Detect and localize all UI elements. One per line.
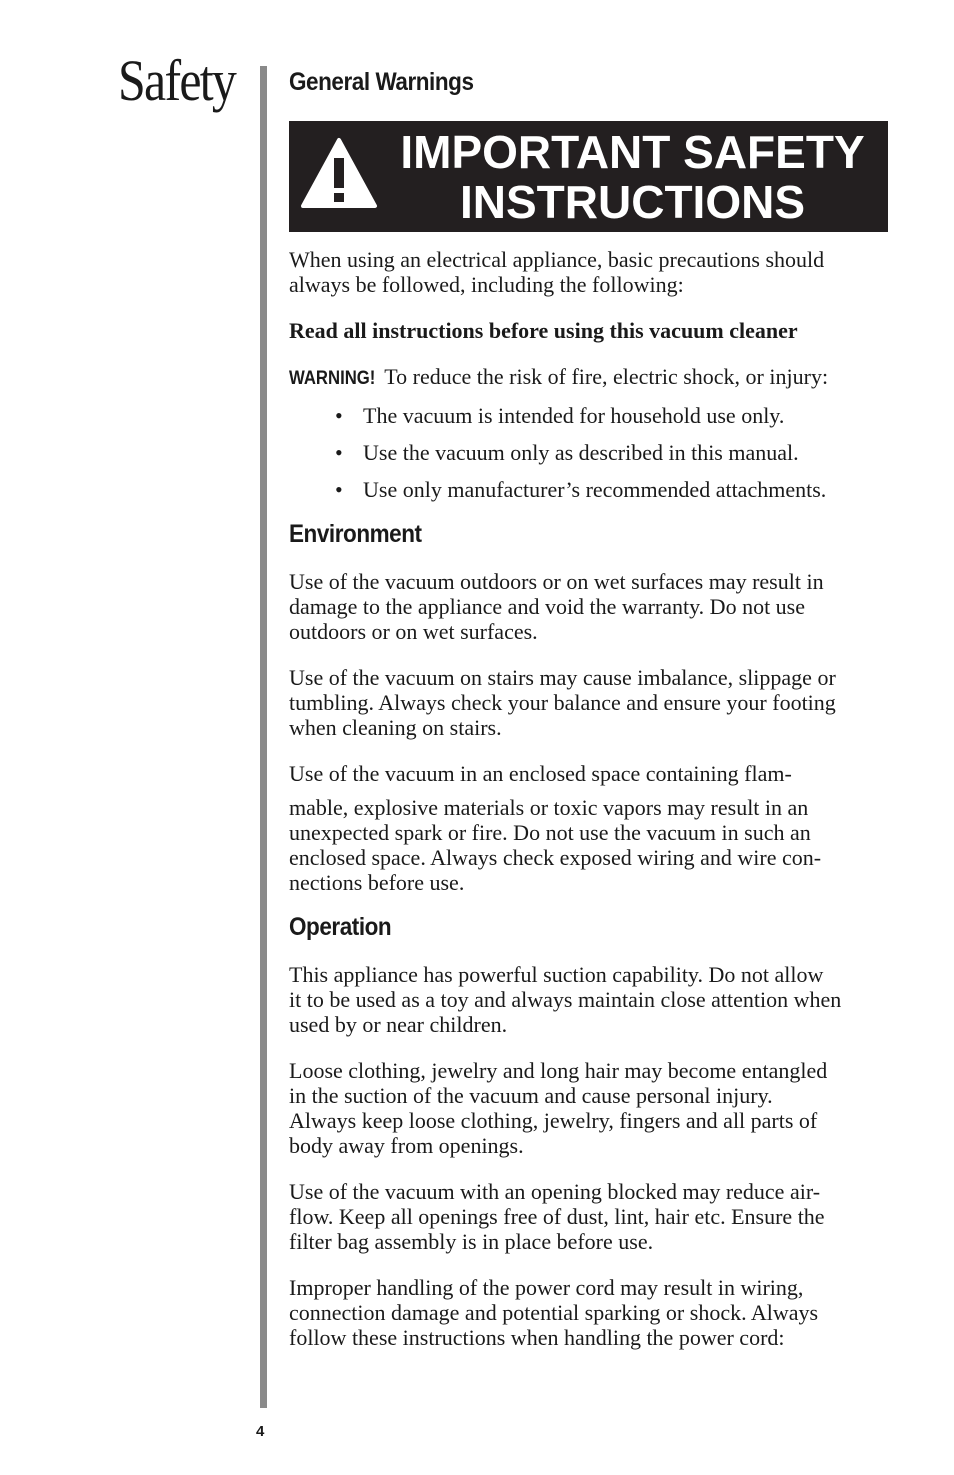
environment-paragraph-1: Use of the vacuum outdoors or on wet surfaces may result in damage to the appliance and void the warranty. Do not use outdoors or on wet surfaces. [289,569,824,644]
intro-paragraph: When using an electrical appliance, basic precautions should always be followed, including the following: [289,247,825,297]
operation-paragraph-4: Improper handling of the power cord may result in wiring, connection damage and potential sparking or shock. Always follow these instructions when handling the power cord: [289,1275,819,1350]
read-instructions-notice: Read all instructions before using this vacuum cleaner [289,318,798,343]
section-title: Safety [118,48,236,113]
environment-paragraph-3: Use of the vacuum in an enclosed space containing flam- [289,761,792,786]
general-warnings-heading: General Warnings [289,68,474,96]
environment-paragraph-3-continued: mable, explosive materials or toxic vapors may result in an unexpected spark or fire. Do not use the vacuum in such an enclosed space. Always check exposed wiring and wire con- nections before use. [289,795,822,895]
banner-line-2: INSTRUCTIONS [460,176,805,228]
operation-paragraph-1: This appliance has powerful suction capability. Do not allow it to be used as a toy and always maintain close attention when used by or near children. [289,962,842,1037]
warning-label: WARNING! [289,368,376,389]
warning-triangle-icon [299,136,379,210]
operation-paragraph-3: Use of the vacuum with an opening blocked may reduce air- flow. Keep all openings free of dust, lint, hair etc. Ensure the filter bag assembly is in place before use. [289,1179,825,1254]
list-item: • Use the vacuum only as described in this manual. [335,440,799,465]
list-item: • The vacuum is intended for household use only. [335,403,785,428]
warning-list [289,403,889,502]
vertical-rule [260,66,267,1408]
warning-statement [289,364,889,391]
safety-banner [289,121,888,232]
warning-text: To reduce the risk of fire, electric shock, or injury: [379,364,829,389]
banner-title [385,127,880,227]
operation-heading: Operation [289,913,392,941]
environment-paragraph-2: Use of the vacuum on stairs may cause imbalance, slippage or tumbling. Always check your balance and ensure your footing when cleaning on stairs. [289,665,836,740]
list-item: • Use only manufacturer’s recommended attachments. [335,477,827,502]
operation-paragraph-2: Loose clothing, jewelry and long hair may become entangled in the suction of the vacuum and cause personal injury. Always keep loose clothing, jewelry, fingers and all parts of body away from openings. [289,1058,828,1158]
environment-heading: Environment [289,520,422,548]
banner-line-1: IMPORTANT SAFETY [400,126,865,178]
main-content [289,68,889,1350]
page-number: 4 [256,1423,265,1440]
